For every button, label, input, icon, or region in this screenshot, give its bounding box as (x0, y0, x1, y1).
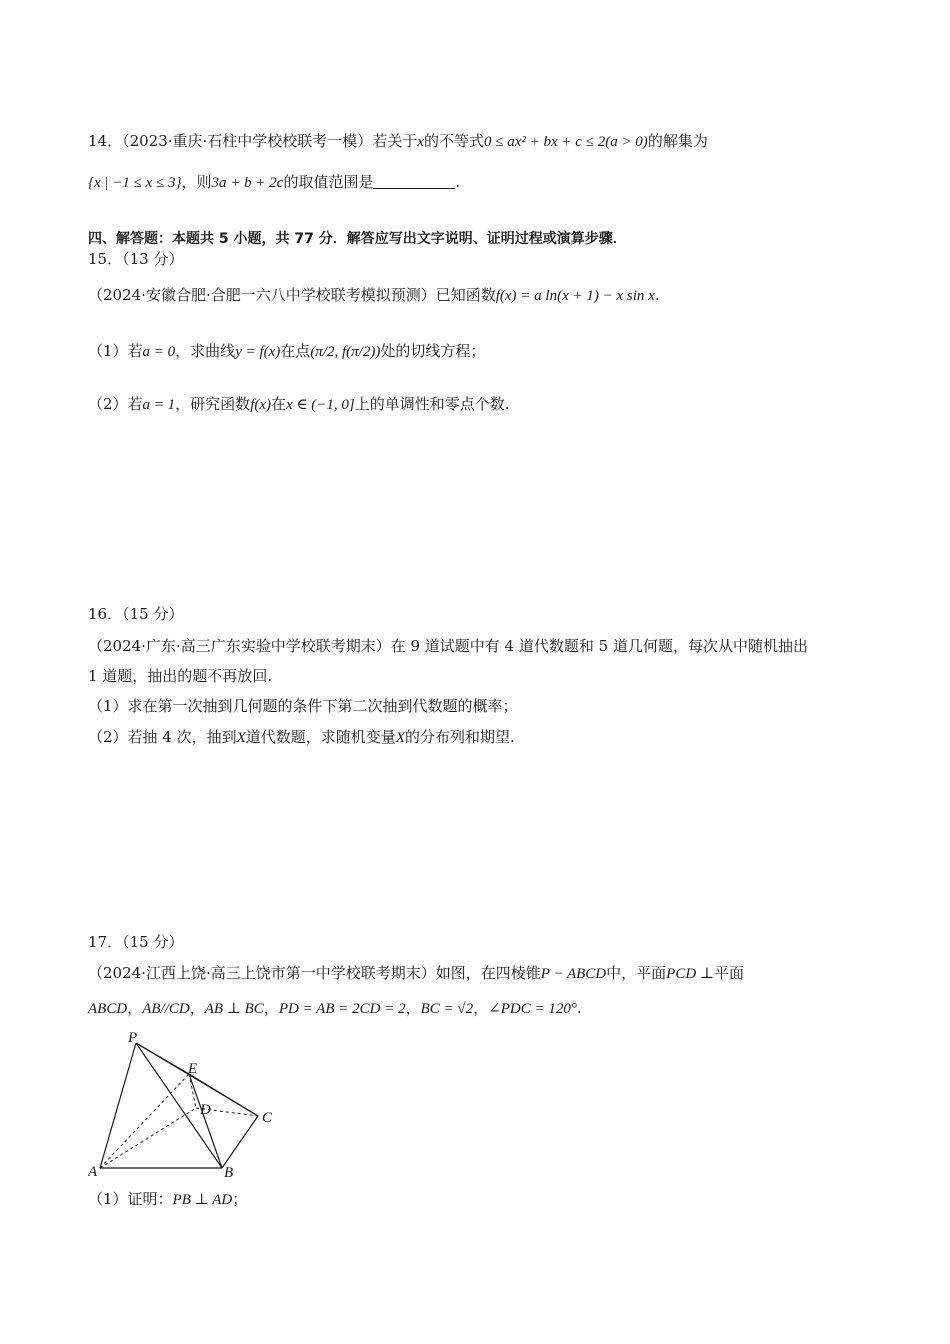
q14-line1: 14．（2023·重庆·石柱中学校校联考一模）若关于x的不等式0 ≤ ax² + bx + c ≤ 2(a > 0)的解集为 (88, 132, 708, 150)
q14-inequality: 0 ≤ ax² + bx + c ≤ 2(a > 0) (484, 134, 648, 150)
q14-number: 14． (88, 132, 123, 150)
q16-var-x1: X (236, 730, 246, 746)
q14-answer-blank (373, 174, 455, 189)
q17-title: 17．（15 分） (88, 933, 184, 951)
q14-expression: 3a + b + 2c (211, 175, 284, 191)
q14-var-x: x (417, 134, 424, 150)
label-p: P (128, 1030, 138, 1046)
pyramid-figure (88, 1028, 288, 1183)
q17-plane-pcd: PCD ⊥ (666, 966, 715, 982)
q15-p1-point: (π/2, f(π/2)) (310, 344, 381, 360)
q17-p1-claim: PB ⊥ AD (172, 1192, 233, 1208)
label-e: E (188, 1061, 198, 1077)
q17-cond-lengths: PD = AB = 2CD = 2 (278, 1001, 406, 1017)
q15-source: （2024·安徽合肥·合肥一六八中学校联考模拟预测） (88, 286, 436, 304)
q16-var-x2: X (395, 730, 405, 746)
q16-stem-line2: 1 道题，抽出的题不再放回. (88, 667, 273, 685)
label-a: A (88, 1164, 98, 1180)
q17-pyramid: P − ABCD (540, 966, 607, 982)
edge-eb (189, 1074, 222, 1168)
q14-source: （2023·重庆·石柱中学校校联考一模） (122, 132, 373, 150)
edge-bc (222, 1116, 258, 1168)
q15-p2-domain: x ∈ (−1, 0] (286, 397, 355, 413)
q17-cond-parallel: AB//CD (142, 1001, 190, 1017)
q15-part1: （1）若a = 0，求曲线y = f(x)在点(π/2, f(π/2))处的切线方程； (88, 342, 486, 360)
q17-cond-bc: BC = √2 (420, 1001, 474, 1017)
q17-part1: （1）证明：PB ⊥ AD； (88, 1190, 248, 1208)
section-heading: 四、解答题：本题共 5 小题，共 77 分．解答应写出文字说明、证明过程或演算步骤． (88, 231, 627, 247)
q15-p1-condition: a = 0 (142, 344, 176, 360)
q16-part2: （2）若抽 4 次，抽到X道代数题，求随机变量X的分布列和期望. (88, 728, 515, 746)
q15-p2-function: f(x) (250, 397, 272, 413)
q15-stem: （2024·安徽合肥·合肥一六八中学校联考模拟预测）已知函数f(x) = a ln(x + 1) − x sin x. (88, 286, 660, 304)
q14-solution-set: {x | −1 ≤ x ≤ 3} (88, 175, 182, 191)
q15-function: f(x) = a ln(x + 1) − x sin x (495, 288, 655, 304)
q15-p2-condition: a = 1 (142, 397, 176, 413)
q17-cond-perp: AB ⊥ BC (204, 1001, 264, 1017)
q17-source: （2024·江西上饶·高三上饶市第一中学校联考期末） (88, 964, 436, 982)
label-d: D (200, 1102, 211, 1118)
q16-stem-line1: （2024·广东·高三广东实验中学校联考期末）在 9 道试题中有 4 道代数题和 5 道几何题，每次从中随机抽出 (88, 637, 808, 655)
q14-line2: {x | −1 ≤ x ≤ 3}，则3a + b + 2c的取值范围是 . (88, 173, 461, 191)
q16-title: 16．（15 分） (88, 605, 184, 623)
label-c: C (262, 1110, 273, 1126)
q16-part1: （1）求在第一次抽到几何题的条件下第二次抽到代数题的概率； (88, 697, 518, 715)
q15-part2: （2）若a = 1，研究函数f(x)在x ∈ (−1, 0]上的单调性和零点个数. (88, 395, 510, 413)
label-b: B (224, 1165, 234, 1181)
q17-stem: （2024·江西上饶·高三上饶市第一中学校联考期末）如图，在四棱锥P − ABCD中，平面PCD ⊥平面 (88, 964, 745, 982)
q15-p1-curve: y = f(x) (235, 344, 281, 360)
q17-conditions: ABCD，AB//CD，AB ⊥ BC，PD = AB = 2CD = 2，BC = √2，∠PDC = 120°. (88, 999, 582, 1017)
q15-title: 15．（13 分） (88, 250, 184, 268)
q17-plane-abcd: ABCD (88, 1001, 128, 1017)
q17-cond-angle: ∠PDC = 120° (488, 1001, 577, 1017)
